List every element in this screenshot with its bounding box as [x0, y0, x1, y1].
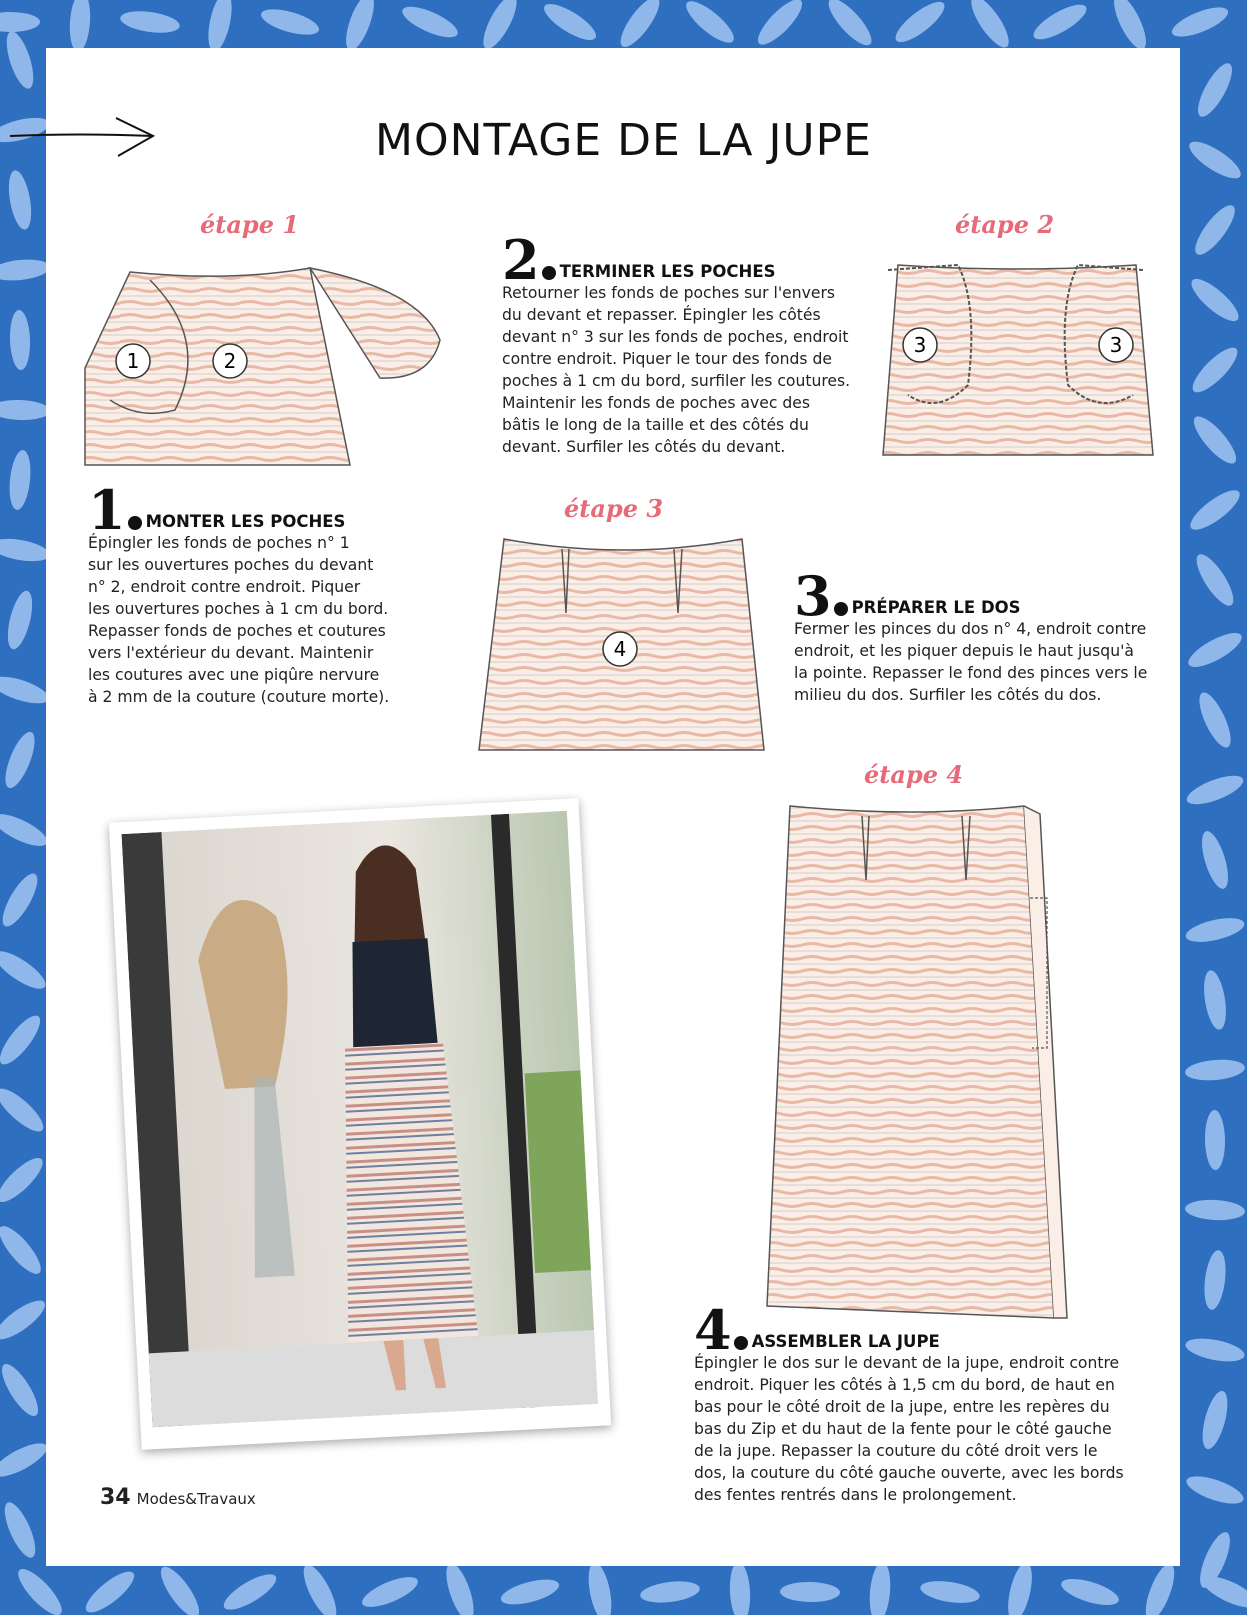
leaf-shape — [0, 808, 51, 852]
step-1-line: Épingler les fonds de poches n° 1 — [88, 534, 350, 552]
leaf-shape — [681, 0, 740, 49]
leaf-shape — [80, 1565, 139, 1615]
step-1-line: Repasser fonds de poches et coutures — [88, 622, 386, 640]
step-2-line: poches à 1 cm du bord, surfiler les coutures. — [502, 372, 851, 390]
step-2-line: Retourner les fonds de poches sur l'envers — [502, 284, 835, 302]
leaf-shape — [219, 1568, 281, 1615]
front-pocket-diagram — [80, 260, 450, 470]
leaf-shape — [119, 8, 181, 36]
leaf-shape — [1140, 1560, 1180, 1615]
step-4-title: ASSEMBLER LA JUPE — [751, 1332, 940, 1351]
step-2-line: du devant et repasser. Épingler les côtés — [502, 306, 821, 324]
step-3-line: la pointe. Repasser le fond des pinces vers le — [794, 664, 1148, 682]
leaf-shape — [3, 588, 37, 651]
step-1-line: vers l'extérieur du devant. Maintenir — [88, 644, 374, 662]
leaf-shape — [1185, 1198, 1246, 1221]
leaf-shape — [0, 257, 51, 283]
magazine-name: Modes&Travaux — [136, 1490, 256, 1508]
leaf-shape — [0, 1221, 47, 1280]
leaf-shape — [1187, 342, 1244, 399]
leaf-shape — [1192, 59, 1239, 121]
assembled-skirt-diagram — [762, 798, 1082, 1323]
leaf-shape — [1198, 1388, 1233, 1451]
leaf-shape — [12, 1563, 68, 1615]
leaf-shape — [0, 1152, 49, 1208]
leaf-shape — [1108, 0, 1152, 53]
step-3-title: PRÉPARER LE DOS — [851, 598, 1021, 617]
leaf-shape — [498, 1575, 561, 1610]
step-4-line: bas du Zip et du haut de la fente pour le côté gauche — [694, 1420, 1112, 1438]
leaf-shape — [1190, 549, 1239, 610]
step-4-line: Épingler le dos sur le devant de la jupe, endroit contre — [694, 1354, 1120, 1372]
step-3-block — [794, 564, 1174, 706]
marker-3b: 3 — [1109, 333, 1123, 357]
leaf-shape — [0, 1294, 50, 1345]
marker-2: 2 — [223, 349, 237, 373]
leaf-shape — [780, 1581, 840, 1602]
leaf-shape — [297, 1561, 342, 1615]
marker-1: 1 — [126, 349, 140, 373]
leaf-shape — [1189, 200, 1241, 260]
leaf-shape — [890, 0, 950, 48]
model-photo-image — [122, 811, 598, 1428]
leaf-shape — [0, 728, 41, 791]
leaf-shape — [752, 0, 808, 51]
back-skirt-diagram — [474, 535, 774, 755]
leaf-shape — [867, 1561, 892, 1615]
leaf-shape — [441, 1560, 479, 1615]
leaf-shape — [477, 0, 523, 53]
etape-3-label: étape 3 — [564, 494, 664, 523]
leaf-shape — [0, 12, 40, 32]
step-3-number: 3 — [794, 564, 832, 628]
leaf-shape — [0, 535, 51, 565]
step-2-line: Maintenir les fonds de poches avec des — [502, 394, 810, 412]
step-2-title: TERMINER LES POCHES — [559, 262, 776, 281]
etape-2-label: étape 2 — [955, 210, 1055, 239]
step-2-number: 2 — [502, 228, 540, 292]
step-3-line: milieu du dos. Surfiler les côtés du dos. — [794, 686, 1102, 704]
leaf-shape — [258, 4, 321, 40]
leaf-shape — [1184, 1334, 1247, 1365]
leaf-shape — [0, 1437, 51, 1483]
leaf-shape — [1058, 1574, 1121, 1611]
leaf-shape — [1200, 969, 1229, 1031]
step-1-title: MONTER LES POCHES — [145, 512, 346, 531]
leaf-shape — [68, 0, 92, 53]
leaf-shape — [0, 671, 52, 709]
leaf-shape — [204, 0, 236, 53]
step-4-line: endroit. Piquer les côtés à 1,5 cm du bord, de haut en — [694, 1376, 1115, 1394]
step-bullet-icon — [834, 602, 848, 616]
step-2-block — [502, 228, 872, 458]
marker-3a: 3 — [913, 333, 927, 357]
leaf-shape — [399, 1, 462, 44]
step-3-line: Fermer les pinces du dos n° 4, endroit contre — [794, 620, 1147, 638]
leaf-shape — [614, 0, 665, 52]
step-bullet-icon — [542, 266, 556, 280]
leaf-shape — [0, 399, 50, 421]
step-4-line: dos, la couture du côté gauche ouverte, avec les bords — [694, 1464, 1124, 1482]
step-1-line: sur les ouvertures poches du devant — [88, 556, 374, 574]
step-bullet-icon — [734, 1336, 748, 1350]
leaf-shape — [1183, 770, 1246, 810]
step-2-line: contre endroit. Piquer le tour des fonds de — [502, 350, 832, 368]
leaf-shape — [0, 945, 50, 995]
step-3-line: endroit, et les piquer depuis le haut jusqu'à — [794, 642, 1134, 660]
leaf-shape — [1183, 1471, 1246, 1509]
leaf-shape — [0, 1010, 46, 1070]
step-1-number: 1 — [88, 478, 126, 542]
leaf-shape — [919, 1577, 981, 1606]
page-title: MONTAGE DE LA JUPE — [375, 115, 872, 167]
leaf-shape — [1004, 1561, 1037, 1615]
leaf-shape — [1193, 689, 1236, 752]
step-1-line: à 2 mm de la couture (couture morte). — [88, 688, 390, 706]
leaf-shape — [822, 0, 877, 51]
leaf-shape — [358, 1571, 421, 1613]
etape-1-label: étape 1 — [200, 210, 300, 239]
leaf-shape — [1197, 828, 1234, 891]
step-2-line: bâtis le long de la taille et des côtés du — [502, 416, 809, 434]
leaf-shape — [1204, 1110, 1225, 1170]
leaf-shape — [5, 169, 35, 232]
step-4-line: de la jupe. Repasser la couture du côté droit vers le — [694, 1442, 1098, 1460]
step-1-line: les coutures avec une piqûre nervure — [88, 666, 380, 684]
leaf-shape — [728, 1562, 751, 1615]
leaf-shape — [1184, 914, 1247, 947]
leaf-shape — [0, 1499, 41, 1562]
leaf-shape — [584, 1561, 615, 1615]
step-2-line: devant n° 3 sur les fonds de poches, endroit — [502, 328, 849, 346]
leaf-shape — [1, 28, 39, 91]
leaf-shape — [1168, 1, 1231, 42]
leaf-shape — [0, 869, 44, 931]
step-2-line: devant. Surfiler les côtés du devant. — [502, 438, 786, 456]
leaf-shape — [340, 0, 379, 54]
step-4-block — [694, 1298, 1154, 1506]
leaf-shape — [1201, 1249, 1228, 1311]
leaf-shape — [639, 1578, 701, 1605]
page-footer — [100, 1485, 256, 1510]
leaf-shape — [1184, 1057, 1246, 1082]
step-1-line: les ouvertures poches à 1 cm du bord. — [88, 600, 389, 618]
leaf-shape — [0, 1082, 49, 1137]
marker-4: 4 — [613, 637, 627, 661]
leaf-shape — [0, 1359, 44, 1420]
step-4-line: bas pour le côté droit de la jupe, entre les repères du — [694, 1398, 1110, 1416]
model-photo — [109, 798, 611, 1450]
etape-4-label: étape 4 — [864, 760, 964, 789]
leaf-shape — [1184, 627, 1246, 674]
leaf-shape — [539, 0, 600, 46]
leaf-shape — [965, 0, 1015, 52]
step-4-line: des fentes rentrés dans le prolongement. — [694, 1486, 1017, 1504]
leaf-shape — [7, 449, 33, 511]
front-skirt-pockets-diagram — [878, 255, 1168, 460]
leaf-shape — [1029, 0, 1091, 46]
page-number: 34 — [100, 1485, 131, 1510]
step-1-line: n° 2, endroit contre endroit. Piquer — [88, 578, 361, 596]
arrow-right-icon — [8, 116, 158, 160]
leaf-shape — [9, 310, 31, 371]
leaf-shape — [1188, 411, 1242, 469]
leaf-shape — [1186, 273, 1244, 327]
step-4-number: 4 — [694, 1298, 732, 1362]
step-1-block — [88, 478, 418, 708]
step-bullet-icon — [128, 516, 142, 530]
leaf-shape — [1185, 484, 1245, 536]
leaf-shape — [155, 1562, 206, 1615]
